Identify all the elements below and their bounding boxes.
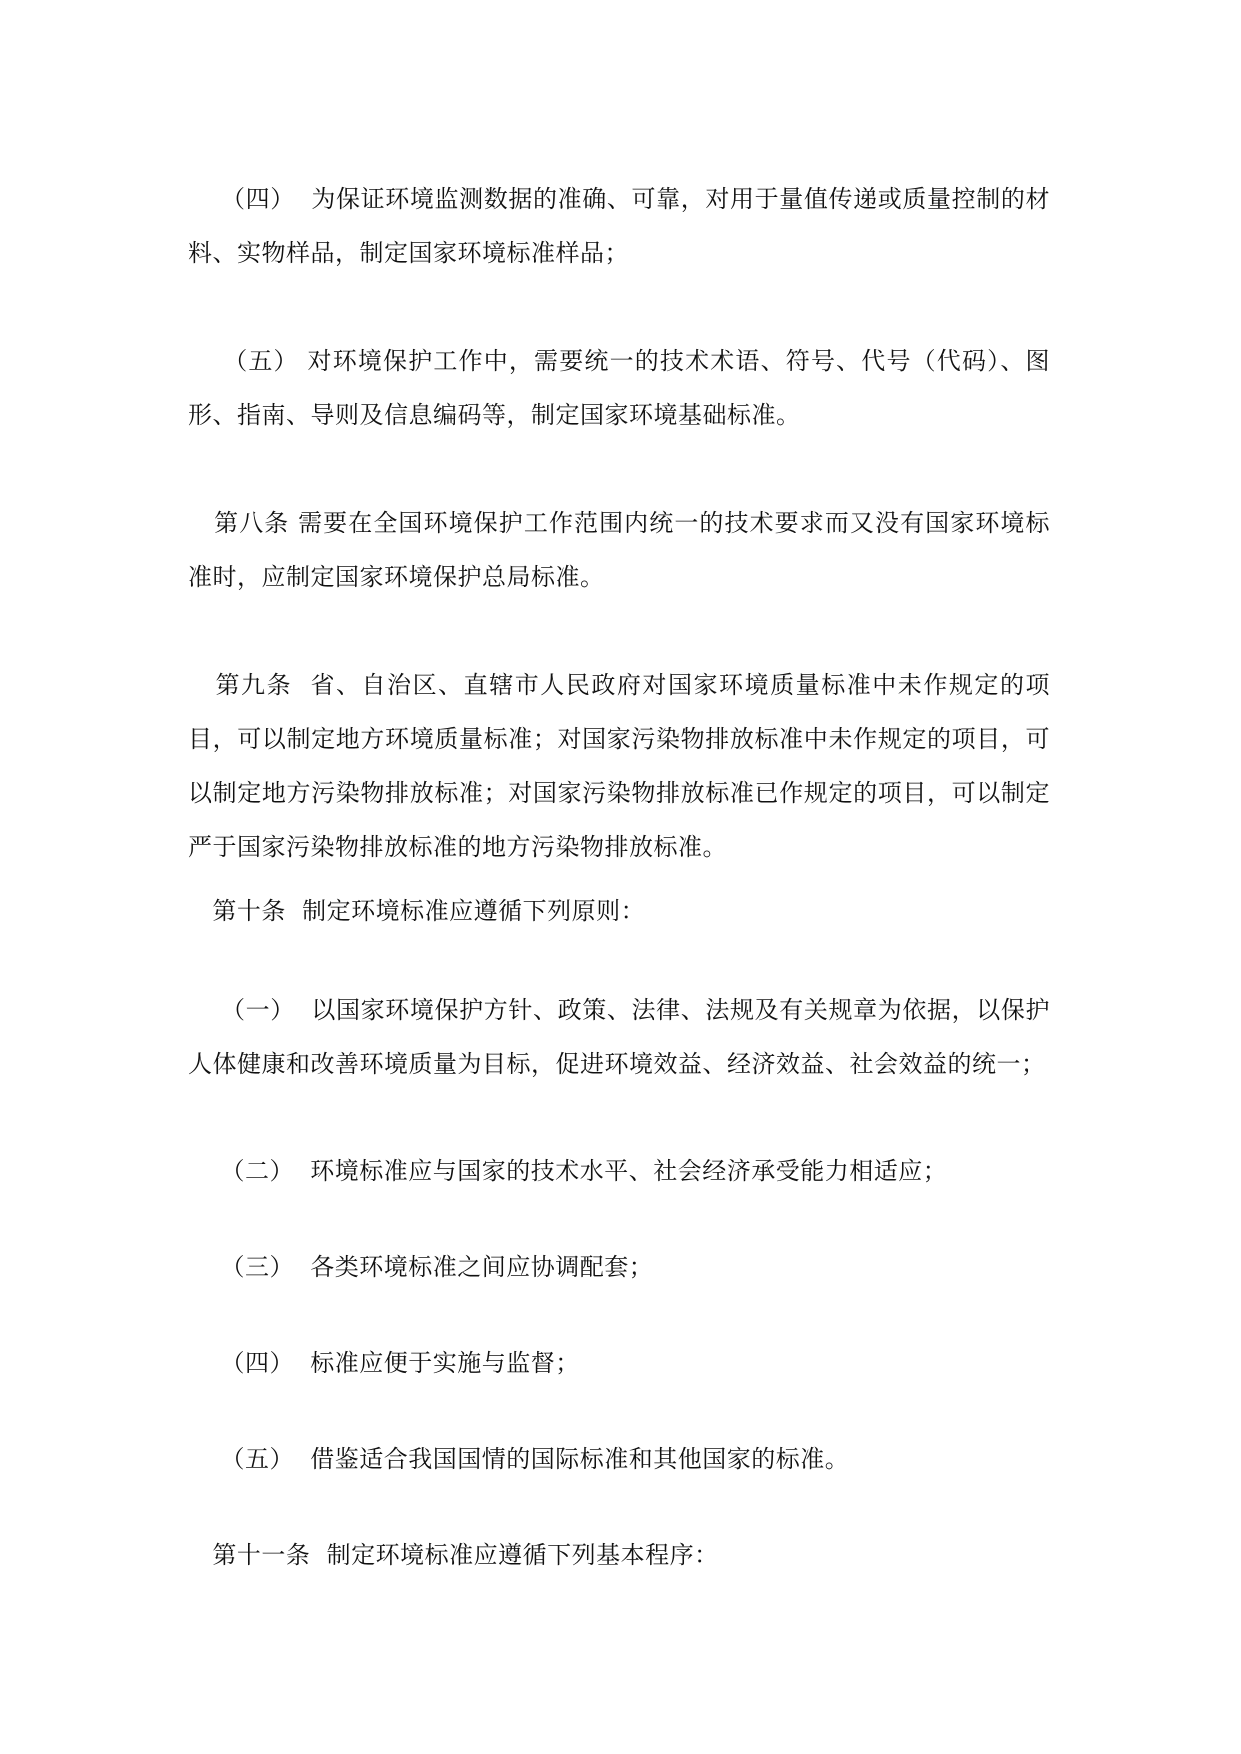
paragraph-article-11: 第十一条 制定环境标准应遵循下列基本程序： <box>188 1541 719 1569</box>
paragraph-article-10: 第十条 制定环境标准应遵循下列原则： <box>188 897 646 925</box>
paragraph-principle-3: （三） 各类环境标准之间应协调配套； <box>188 1253 654 1281</box>
paragraph-clause-5: （五） 对环境保护工作中，需要统一的技术术语、符号、代号（代码）、图形、指南、导则及信息编码等，制定国家环境基础标准。 <box>188 347 1050 429</box>
paragraph-principle-5: （五） 借鉴适合我国国情的国际标准和其他国家的标准。 <box>188 1445 850 1473</box>
paragraph-article-9: 第九条 省、自治区、直辖市人民政府对国家环境质量标准中未作规定的项目，可以制定地方环境质量标准；对国家污染物排放标准中未作规定的项目，可以制定地方污染物排放标准；对国家污染物排放标准已作规定的项目，可以制定严于国家污染物排放标准的地方污染物排放标准。 <box>188 671 1050 861</box>
paragraph-clause-4: （四） 为保证环境监测数据的准确、可靠，对用于量值传递或质量控制的材料、实物样品，制定国家环境标准样品； <box>188 185 1050 267</box>
paragraph-principle-1: （一） 以国家环境保护方针、政策、法律、法规及有关规章为依据，以保护人体健康和改善环境质量为目标，促进环境效益、经济效益、社会效益的统一； <box>188 996 1050 1078</box>
paragraph-principle-2: （二） 环境标准应与国家的技术水平、社会经济承受能力相适应； <box>188 1157 948 1185</box>
paragraph-article-8: 第八条 需要在全国环境保护工作范围内统一的技术要求而又没有国家环境标准时，应制定国家环境保护总局标准。 <box>188 509 1050 591</box>
paragraph-principle-4: （四） 标准应便于实施与监督； <box>188 1349 580 1377</box>
